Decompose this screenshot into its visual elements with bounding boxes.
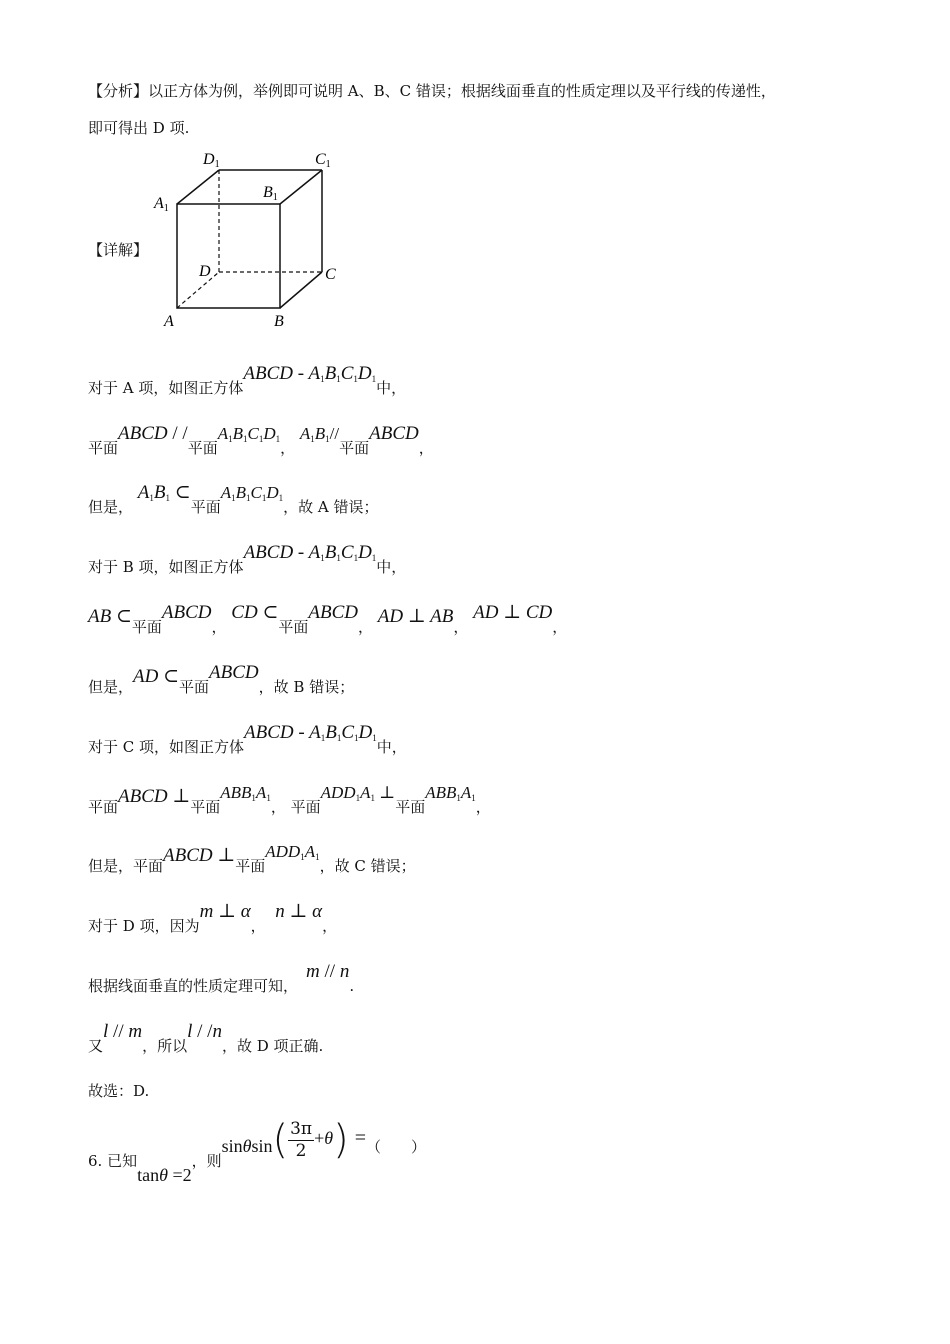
label-a: A bbox=[164, 313, 174, 330]
label-c: C bbox=[325, 266, 336, 283]
b-item-line-1: 对于 B 项，如图正方体ABCD - $A_1B_1C_1D_1$中， bbox=[88, 542, 407, 576]
analysis-text-1: 以正方体为例，举例即可说明 A、B、C 错误；根据线面垂直的性质定理以及平行线的传递性， bbox=[148, 82, 776, 100]
answer-line: 故选：D. bbox=[88, 1082, 150, 1100]
a-item-line-2: 平面ABCD / /平面$A_1B_1C_1D_1$， $A_1B_1//$平面ABCD， bbox=[88, 423, 434, 457]
d-item-line-1: 对于 D 项，因为m ⊥ α， n ⊥ α， bbox=[88, 901, 338, 935]
analysis-label: 【分析】 bbox=[88, 82, 149, 100]
label-a1: A1 bbox=[154, 195, 169, 214]
label-d1: D1 bbox=[203, 151, 220, 170]
d-item-line-3: 又l // m，所以l / /n，故 D 项正确. bbox=[88, 1021, 324, 1055]
b-item-line-2: AB ⊂平面ABCD， CD ⊂平面ABCD， AD ⊥ AB， AD ⊥ CD， bbox=[88, 602, 568, 636]
label-c1: C1 bbox=[315, 151, 331, 170]
c-item-line-2: 平面ABCD ⊥平面$ABB_1A_1$， 平面$ADD_1A_1$ ⊥平面$ABB_1A_1$， bbox=[88, 783, 491, 816]
a-item-line-3: 但是， $A_1B_1$ ⊂平面$A_1B_1C_1D_1$，故 A 错误； bbox=[88, 482, 379, 516]
d-item-line-2: 根据线面垂直的性质定理可知，m // n. bbox=[88, 961, 355, 995]
c-item-line-1: 对于 C 项，如图正方体ABCD - $A_1B_1C_1D_1$中， bbox=[88, 722, 407, 756]
a-item-line-1: 对于 A 项，如图正方体ABCD - $A_1B_1C_1D_1$中， bbox=[88, 363, 407, 397]
label-b1: B1 bbox=[263, 184, 278, 203]
analysis-text-2: 即可得出 D 项. bbox=[88, 119, 190, 137]
label-b: B bbox=[274, 313, 284, 330]
hidden-edge bbox=[177, 272, 219, 308]
detail-label: 【详解】 bbox=[88, 241, 149, 259]
cube-figure bbox=[150, 145, 350, 335]
question-6: 6. 已知tanθ =2，则sinθsin( $\frac{3\pi}{2}$ +θ) =（ ） bbox=[88, 1117, 426, 1185]
cube-expr: ABCD - $A_1B_1C_1D_1$ bbox=[243, 363, 377, 384]
label-d: D bbox=[199, 263, 211, 280]
c-item-line-3: 但是，平面ABCD ⊥平面$ADD_1A_1$，故 C 错误； bbox=[88, 842, 416, 875]
analysis-line-1 bbox=[88, 84, 776, 99]
analysis-line-2 bbox=[88, 121, 189, 136]
b-item-line-3: 但是，AD ⊂平面ABCD，故 B 错误； bbox=[88, 662, 355, 696]
front-face bbox=[177, 204, 280, 308]
